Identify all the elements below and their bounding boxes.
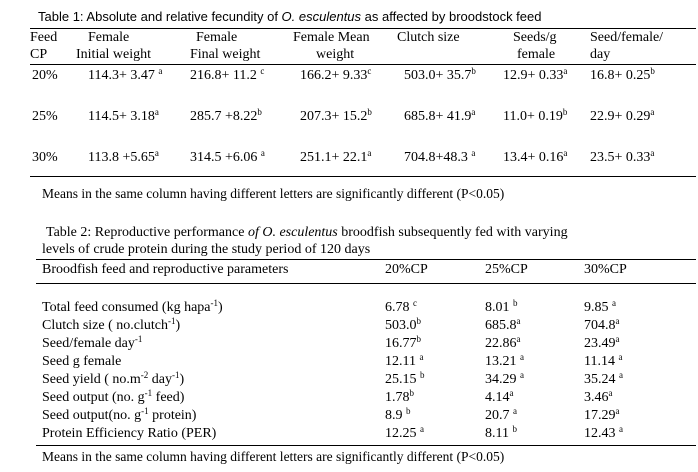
table1-cell: 23.5+ 0.33$^a$ (590, 148, 655, 165)
table1-header-seeds-line2: female (517, 47, 556, 62)
table2-value: 13.21 $^a$ (485, 352, 524, 369)
table1-cell: 251.1+ 22.1$^a$ (300, 148, 372, 165)
table1-cell: 114.3+ 3.47 $^a$ (88, 66, 163, 83)
table1-cell: 16.8+ 0.25$^b$ (590, 66, 655, 83)
table2-caption: Table 2: Reproductive performance of O. esculentus broodfish subsequently fed with varying (46, 225, 568, 240)
table2-param: Seed yield ( $no.m^{-2}$ day$^{-1}$) (42, 370, 185, 387)
table1-cell: 166.2+ 9.33$^c$ (300, 66, 372, 83)
table1-cell: 13.4+ 0.16$^a$ (503, 148, 568, 165)
table1-cell: 207.3+ 15.2$^b$ (300, 107, 372, 124)
table2-header-rule (36, 283, 696, 284)
table2-header-20cp: 20%CP (385, 262, 428, 277)
table1-cell: 114.5+ 3.18$^a$ (88, 107, 159, 124)
table2-param: Clutch size ( no.clutch$^{-1}$) (42, 316, 181, 333)
table2-value: 34.29 $^a$ (485, 370, 524, 387)
table2-value: 3.46$^a$ (584, 388, 613, 405)
table1-cell: 704.8+48.3 $^a$ (404, 148, 476, 165)
table1-header-initial-line2: Initial weight (76, 47, 152, 62)
table1-header-seed-day-line2: day (590, 47, 611, 62)
table2-param: Seed output (no. $g^{-1}$ feed) (42, 388, 185, 405)
table2-param: Seed g female (42, 354, 122, 369)
species-name: of O. esculentus (247, 225, 338, 240)
table1-top-rule (30, 28, 696, 29)
table2-value: 12.43 $^a$ (584, 424, 623, 441)
table1-cell: 685.8+ 41.9$^a$ (404, 107, 476, 124)
table2-value: 685.8$^a$ (485, 316, 521, 333)
table2-header-30cp: 30%CP (584, 262, 627, 277)
table2-header-param: Broodfish feed and reproductive parameters (42, 262, 289, 277)
table2-value: 8.11 $^b$ (485, 424, 517, 441)
table2-value: 23.49$^a$ (584, 334, 620, 351)
table1-row-feed: 30% (32, 150, 58, 165)
table1-header-rule (30, 64, 696, 65)
table2-value: 22.86$^a$ (485, 334, 521, 351)
table1-header-clutch: Clutch size (397, 30, 460, 45)
table2-param: Seed output(no. $g^{-1}$ protein) (42, 406, 197, 423)
table2-value: 6.78 $^c$ (385, 298, 417, 315)
table2-footnote: Means in the same column having different letters are significantly different (P<0.05) (42, 449, 505, 464)
table2-value: 9.85 $^a$ (584, 298, 616, 315)
table1-caption: Table 1: Absolute and relative fecundity of O. esculentus as affected by broodstock feed (38, 9, 542, 24)
table1-header-mean-line2: weight (316, 47, 355, 62)
table1-cell: 285.7 +8.22$^b$ (190, 107, 262, 124)
table1-header-final-line2: Final weight (190, 47, 261, 62)
table2-header-25cp: 25%CP (485, 262, 528, 277)
table2-value: 12.25 $^a$ (385, 424, 424, 441)
table1-header-seeds: Seeds/g (513, 30, 557, 45)
table2-value: 20.7 $^a$ (485, 406, 517, 423)
table2-value: 17.29$^a$ (584, 406, 620, 423)
table1-row-feed: 25% (32, 109, 58, 124)
table2-caption-line2: levels of crude protein during the study period of 120 days (42, 242, 371, 257)
table1-cell: 503.0+ 35.7$^b$ (404, 66, 476, 83)
table2-param: Total feed consumed (kg hapa$^{-1}$) (42, 298, 223, 315)
table1-header-final: Female (196, 30, 238, 45)
table1-header-mean: Female Mean (293, 30, 370, 45)
species-name: O. esculentus (281, 9, 362, 24)
table2-value: 25.15 $^b$ (385, 370, 425, 387)
table1-header-feed-line2: CP (30, 47, 48, 62)
table1-header-seed-day: Seed/female/ (590, 30, 664, 45)
table2-bottom-rule (36, 445, 696, 446)
table2-value: 16.77$^b$ (385, 334, 421, 351)
table2-value: 1.78$^b$ (385, 388, 414, 405)
table2-param: Seed/female day$^{-1}$ (42, 334, 143, 351)
table2-value: 12.11 $^a$ (385, 352, 424, 369)
table2-param: Protein Efficiency Ratio (PER) (42, 426, 217, 441)
table2-value: 503.0$^b$ (385, 316, 421, 333)
table1-header-feed: Feed (30, 30, 58, 45)
table1-cell: 216.8+ 11.2 $^c$ (190, 66, 265, 83)
table2-value: 4.14$^a$ (485, 388, 514, 405)
table2-value: 11.14 $^a$ (584, 352, 623, 369)
table1-bottom-rule (30, 176, 696, 177)
table2-value: 8.9 $^b$ (385, 406, 411, 423)
table2-value: 8.01 $^b$ (485, 298, 518, 315)
table2-value: 704.8$^a$ (584, 316, 620, 333)
table1-cell: 314.5 +6.06 $^a$ (190, 148, 265, 165)
table1-cell: 22.9+ 0.29$^a$ (590, 107, 655, 124)
table1-cell: 11.0+ 0.19$^b$ (503, 107, 568, 124)
table1-header-initial: Female (88, 30, 130, 45)
table1-row-feed: 20% (32, 68, 58, 83)
table1-cell: 113.8 +5.65$^a$ (88, 148, 159, 165)
table2-top-rule (36, 259, 696, 260)
table1-footnote: Means in the same column having different letters are significantly different (P<0.05) (42, 186, 505, 201)
table2-value: 35.24 $^a$ (584, 370, 623, 387)
table1-cell: 12.9+ 0.33$^a$ (503, 66, 568, 83)
